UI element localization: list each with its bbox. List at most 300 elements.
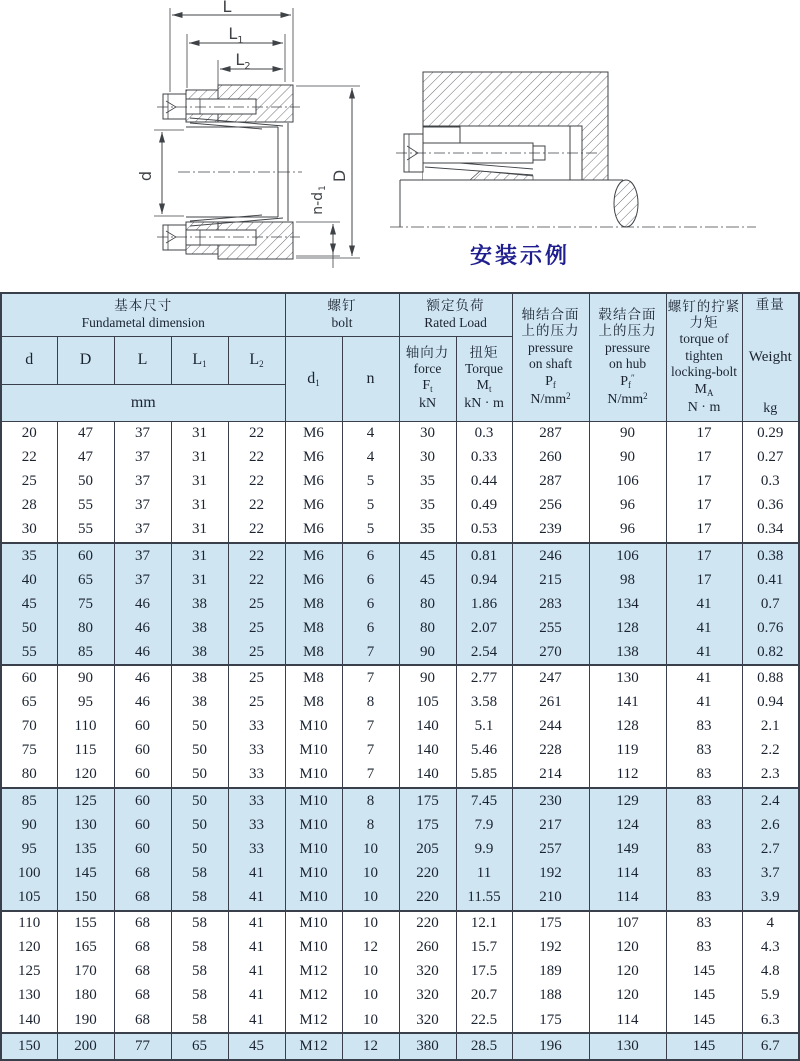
table-cell: 6 bbox=[342, 568, 399, 592]
table-cell: 41 bbox=[228, 1008, 285, 1033]
table-cell: 320 bbox=[399, 960, 456, 984]
table-cell: 0.76 bbox=[742, 616, 799, 640]
table-cell: 138 bbox=[589, 640, 666, 665]
table-cell: 120 bbox=[589, 936, 666, 960]
table-cell: 11.55 bbox=[456, 885, 512, 910]
table-cell: 214 bbox=[512, 763, 589, 788]
header-basic-dimension: 基本尺寸 Fundametal dimension bbox=[1, 293, 285, 336]
table-cell: 188 bbox=[512, 984, 589, 1008]
table-cell: 85 bbox=[1, 788, 57, 813]
table-cell: 7 bbox=[342, 715, 399, 739]
table-cell: 246 bbox=[512, 543, 589, 568]
table-cell: 7 bbox=[342, 763, 399, 788]
table-cell: 175 bbox=[512, 911, 589, 936]
table-cell: 20 bbox=[1, 421, 57, 446]
dim-label-L1: $L_1$ bbox=[228, 24, 244, 46]
table-cell: 4.8 bbox=[742, 960, 799, 984]
table-cell: 119 bbox=[589, 739, 666, 763]
table-cell: 22 bbox=[228, 543, 285, 568]
table-row bbox=[1, 885, 799, 910]
table-cell: 0.44 bbox=[456, 470, 512, 494]
table-cell: 41 bbox=[228, 984, 285, 1008]
table-cell: 125 bbox=[1, 960, 57, 984]
table-cell: 5 bbox=[342, 518, 399, 543]
table-cell: 68 bbox=[114, 960, 171, 984]
table-cell: 7 bbox=[342, 739, 399, 763]
table-cell: 46 bbox=[114, 616, 171, 640]
table-cell: 31 bbox=[171, 446, 228, 470]
table-cell: 150 bbox=[1, 1033, 57, 1060]
table-row bbox=[1, 421, 799, 446]
table-cell: M8 bbox=[285, 616, 342, 640]
table-row bbox=[1, 984, 799, 1008]
table-cell: 46 bbox=[114, 691, 171, 715]
table-cell: 85 bbox=[57, 640, 114, 665]
table-row bbox=[1, 1008, 799, 1033]
table-cell: 3.58 bbox=[456, 691, 512, 715]
table-cell: 45 bbox=[228, 1033, 285, 1060]
table-cell: 90 bbox=[589, 421, 666, 446]
table-cell: 17 bbox=[666, 543, 742, 568]
table-cell: 0.29 bbox=[742, 421, 799, 446]
table-cell: 256 bbox=[512, 494, 589, 518]
table-cell: M10 bbox=[285, 911, 342, 936]
table-cell: 58 bbox=[171, 885, 228, 910]
table-cell: 10 bbox=[342, 837, 399, 861]
table-cell: 68 bbox=[114, 984, 171, 1008]
table-row bbox=[1, 861, 799, 885]
table-cell: 38 bbox=[171, 665, 228, 690]
table-cell: 283 bbox=[512, 592, 589, 616]
table-cell: 4 bbox=[342, 421, 399, 446]
table-cell: M12 bbox=[285, 1008, 342, 1033]
table-cell: 115 bbox=[57, 739, 114, 763]
table-cell: 129 bbox=[589, 788, 666, 813]
table-cell: 7.9 bbox=[456, 813, 512, 837]
table-cell: 7.45 bbox=[456, 788, 512, 813]
table-cell: 0.7 bbox=[742, 592, 799, 616]
header-col-L: L bbox=[114, 336, 171, 384]
table-cell: 30 bbox=[399, 446, 456, 470]
table-cell: 40 bbox=[1, 568, 57, 592]
table-row bbox=[1, 960, 799, 984]
table-cell: 83 bbox=[666, 813, 742, 837]
table-cell: M12 bbox=[285, 1033, 342, 1060]
table-cell: 28 bbox=[1, 494, 57, 518]
table-cell: 75 bbox=[57, 592, 114, 616]
table-cell: 83 bbox=[666, 936, 742, 960]
header-rated-load: 额定负荷 Rated Load bbox=[399, 293, 512, 336]
table-cell: 287 bbox=[512, 421, 589, 446]
table-cell: 58 bbox=[171, 984, 228, 1008]
spec-table bbox=[0, 292, 800, 1061]
table-cell: 12 bbox=[342, 1033, 399, 1060]
table-cell: 83 bbox=[666, 715, 742, 739]
installation-example-drawing bbox=[390, 72, 756, 227]
table-cell: 65 bbox=[57, 568, 114, 592]
table-cell: 114 bbox=[589, 861, 666, 885]
table-cell: 68 bbox=[114, 911, 171, 936]
table-cell: 6 bbox=[342, 592, 399, 616]
table-cell: 98 bbox=[589, 568, 666, 592]
table-row bbox=[1, 543, 799, 568]
table-cell: 11 bbox=[456, 861, 512, 885]
table-cell: 41 bbox=[228, 885, 285, 910]
table-row bbox=[1, 494, 799, 518]
table-cell: 50 bbox=[171, 788, 228, 813]
table-cell: 30 bbox=[399, 421, 456, 446]
table-cell: 0.3 bbox=[456, 421, 512, 446]
table-cell: 70 bbox=[1, 715, 57, 739]
dim-label-nd1: $n-d_1$ bbox=[310, 185, 328, 215]
table-cell: 2.77 bbox=[456, 665, 512, 690]
table-cell: 220 bbox=[399, 861, 456, 885]
table-cell: M6 bbox=[285, 568, 342, 592]
table-cell: 45 bbox=[399, 543, 456, 568]
table-cell: 31 bbox=[171, 421, 228, 446]
table-cell: 0.27 bbox=[742, 446, 799, 470]
table-cell: 35 bbox=[399, 470, 456, 494]
table-cell: 30 bbox=[1, 518, 57, 543]
table-cell: 130 bbox=[589, 1033, 666, 1060]
table-cell: 192 bbox=[512, 861, 589, 885]
table-cell: 60 bbox=[57, 543, 114, 568]
table-cell: M6 bbox=[285, 518, 342, 543]
table-cell: 37 bbox=[114, 518, 171, 543]
table-row bbox=[1, 1033, 799, 1060]
table-cell: 0.49 bbox=[456, 494, 512, 518]
table-cell: 145 bbox=[57, 861, 114, 885]
table-cell: 175 bbox=[399, 813, 456, 837]
table-cell: 0.94 bbox=[456, 568, 512, 592]
table-cell: 130 bbox=[589, 665, 666, 690]
table-cell: 35 bbox=[399, 518, 456, 543]
table-cell: 28.5 bbox=[456, 1033, 512, 1060]
table-cell: 205 bbox=[399, 837, 456, 861]
table-row bbox=[1, 592, 799, 616]
table-cell: 220 bbox=[399, 911, 456, 936]
table-cell: 25 bbox=[1, 470, 57, 494]
table-cell: 120 bbox=[589, 984, 666, 1008]
table-cell: 58 bbox=[171, 1008, 228, 1033]
table-cell: 215 bbox=[512, 568, 589, 592]
table-cell: 4.3 bbox=[742, 936, 799, 960]
table-cell: 255 bbox=[512, 616, 589, 640]
table-cell: 120 bbox=[589, 960, 666, 984]
table-cell: 100 bbox=[1, 861, 57, 885]
header-weight: 重量 Weight kg bbox=[742, 293, 799, 421]
table-cell: 114 bbox=[589, 1008, 666, 1033]
table-cell: 2.2 bbox=[742, 739, 799, 763]
table-cell: 25 bbox=[228, 616, 285, 640]
table-cell: 270 bbox=[512, 640, 589, 665]
table-cell: M10 bbox=[285, 715, 342, 739]
table-row bbox=[1, 470, 799, 494]
table-cell: 9.9 bbox=[456, 837, 512, 861]
table-cell: 145 bbox=[666, 960, 742, 984]
table-cell: 45 bbox=[399, 568, 456, 592]
header-pressure-on-hub: 毂结合面 上的压力 pressure on hub $P_f''$ $N/mm^2$ bbox=[589, 293, 666, 421]
table-cell: 120 bbox=[1, 936, 57, 960]
table-cell: 10 bbox=[342, 911, 399, 936]
table-cell: M6 bbox=[285, 543, 342, 568]
table-cell: 140 bbox=[399, 763, 456, 788]
table-cell: 120 bbox=[57, 763, 114, 788]
table-cell: 145 bbox=[666, 984, 742, 1008]
table-cell: 50 bbox=[57, 470, 114, 494]
table-cell: 175 bbox=[399, 788, 456, 813]
table-cell: 41 bbox=[228, 911, 285, 936]
table-cell: 37 bbox=[114, 543, 171, 568]
table-cell: 25 bbox=[228, 640, 285, 665]
table-row bbox=[1, 446, 799, 470]
table-cell: 55 bbox=[57, 494, 114, 518]
table-cell: 45 bbox=[1, 592, 57, 616]
table-cell: 2.3 bbox=[742, 763, 799, 788]
table-cell: 7 bbox=[342, 640, 399, 665]
table-cell: 106 bbox=[589, 543, 666, 568]
table-cell: 96 bbox=[589, 518, 666, 543]
table-cell: 217 bbox=[512, 813, 589, 837]
table-cell: 239 bbox=[512, 518, 589, 543]
table-cell: 95 bbox=[57, 691, 114, 715]
table-cell: 5.85 bbox=[456, 763, 512, 788]
table-cell: 112 bbox=[589, 763, 666, 788]
table-cell: 6 bbox=[342, 616, 399, 640]
table-cell: 320 bbox=[399, 1008, 456, 1033]
table-cell: 4 bbox=[742, 911, 799, 936]
table-cell: 140 bbox=[399, 715, 456, 739]
header-col-d: d bbox=[1, 336, 57, 384]
table-cell: 0.36 bbox=[742, 494, 799, 518]
table-cell: 55 bbox=[57, 518, 114, 543]
spec-table-area bbox=[0, 292, 800, 1061]
table-cell: 41 bbox=[666, 691, 742, 715]
table-cell: 33 bbox=[228, 715, 285, 739]
table-cell: 145 bbox=[666, 1033, 742, 1060]
table-cell: 22 bbox=[228, 518, 285, 543]
table-row bbox=[1, 936, 799, 960]
table-cell: 0.53 bbox=[456, 518, 512, 543]
table-row bbox=[1, 691, 799, 715]
table-cell: 55 bbox=[1, 640, 57, 665]
table-cell: 80 bbox=[399, 616, 456, 640]
table-cell: 50 bbox=[171, 763, 228, 788]
table-row bbox=[1, 568, 799, 592]
table-cell: 22 bbox=[228, 421, 285, 446]
table-cell: 150 bbox=[57, 885, 114, 910]
table-cell: 33 bbox=[228, 837, 285, 861]
table-cell: 58 bbox=[171, 911, 228, 936]
table-cell: 3.7 bbox=[742, 861, 799, 885]
technical-drawings bbox=[0, 0, 800, 292]
table-cell: 3.9 bbox=[742, 885, 799, 910]
table-cell: 10 bbox=[342, 861, 399, 885]
table-cell: 75 bbox=[1, 739, 57, 763]
table-cell: 22.5 bbox=[456, 1008, 512, 1033]
table-cell: M10 bbox=[285, 885, 342, 910]
table-cell: 0.82 bbox=[742, 640, 799, 665]
table-row bbox=[1, 665, 799, 690]
table-row bbox=[1, 640, 799, 665]
table-cell: 247 bbox=[512, 665, 589, 690]
table-cell: 257 bbox=[512, 837, 589, 861]
table-cell: M10 bbox=[285, 788, 342, 813]
table-cell: 60 bbox=[114, 715, 171, 739]
table-cell: 6 bbox=[342, 543, 399, 568]
table-cell: 17 bbox=[666, 470, 742, 494]
header-col-L2: $L_2$ bbox=[228, 336, 285, 384]
table-cell: 37 bbox=[114, 494, 171, 518]
table-cell: M10 bbox=[285, 861, 342, 885]
table-cell: 5.46 bbox=[456, 739, 512, 763]
table-cell: 170 bbox=[57, 960, 114, 984]
table-cell: M12 bbox=[285, 960, 342, 984]
table-cell: 35 bbox=[399, 494, 456, 518]
table-cell: 0.34 bbox=[742, 518, 799, 543]
table-cell: 83 bbox=[666, 837, 742, 861]
table-cell: 2.1 bbox=[742, 715, 799, 739]
table-row bbox=[1, 518, 799, 543]
table-cell: 38 bbox=[171, 592, 228, 616]
table-cell: 38 bbox=[171, 616, 228, 640]
table-cell: 60 bbox=[114, 763, 171, 788]
table-row bbox=[1, 715, 799, 739]
table-cell: 134 bbox=[589, 592, 666, 616]
table-cell: 41 bbox=[666, 640, 742, 665]
table-cell: 192 bbox=[512, 936, 589, 960]
left-section-drawing bbox=[154, 8, 360, 268]
table-cell: 12.1 bbox=[456, 911, 512, 936]
table-cell: 220 bbox=[399, 885, 456, 910]
table-cell: 50 bbox=[171, 813, 228, 837]
table-cell: 105 bbox=[1, 885, 57, 910]
table-cell: 200 bbox=[57, 1033, 114, 1060]
table-cell: 41 bbox=[666, 592, 742, 616]
table-cell: 83 bbox=[666, 911, 742, 936]
table-cell: 10 bbox=[342, 885, 399, 910]
table-cell: M6 bbox=[285, 446, 342, 470]
table-cell: 38 bbox=[171, 691, 228, 715]
table-cell: M8 bbox=[285, 665, 342, 690]
table-cell: 17 bbox=[666, 421, 742, 446]
table-cell: 33 bbox=[228, 813, 285, 837]
table-cell: 20.7 bbox=[456, 984, 512, 1008]
table-cell: M10 bbox=[285, 763, 342, 788]
table-cell: 80 bbox=[1, 763, 57, 788]
table-cell: 17 bbox=[666, 446, 742, 470]
table-cell: 41 bbox=[666, 665, 742, 690]
table-cell: 68 bbox=[114, 861, 171, 885]
table-cell: 180 bbox=[57, 984, 114, 1008]
table-cell: 7 bbox=[342, 665, 399, 690]
table-row bbox=[1, 763, 799, 788]
table-cell: 210 bbox=[512, 885, 589, 910]
table-cell: 140 bbox=[1, 1008, 57, 1033]
header-col-n: n bbox=[342, 336, 399, 421]
table-cell: 22 bbox=[228, 470, 285, 494]
table-cell: 2.07 bbox=[456, 616, 512, 640]
table-row bbox=[1, 616, 799, 640]
dim-label-D: D bbox=[330, 169, 349, 183]
header-col-L1: $L_1$ bbox=[171, 336, 228, 384]
table-cell: M10 bbox=[285, 813, 342, 837]
table-cell: 5.9 bbox=[742, 984, 799, 1008]
table-cell: 0.88 bbox=[742, 665, 799, 690]
table-cell: 90 bbox=[57, 665, 114, 690]
table-cell: 37 bbox=[114, 446, 171, 470]
table-cell: 0.94 bbox=[742, 691, 799, 715]
table-cell: 4 bbox=[342, 446, 399, 470]
table-cell: M6 bbox=[285, 494, 342, 518]
table-cell: 15.7 bbox=[456, 936, 512, 960]
table-cell: 128 bbox=[589, 616, 666, 640]
table-cell: 83 bbox=[666, 861, 742, 885]
table-cell: 2.6 bbox=[742, 813, 799, 837]
table-cell: 90 bbox=[399, 640, 456, 665]
table-cell: 17 bbox=[666, 568, 742, 592]
table-cell: 196 bbox=[512, 1033, 589, 1060]
dim-label-L2: $L_2$ bbox=[235, 50, 251, 72]
table-body bbox=[1, 421, 799, 1060]
table-cell: 90 bbox=[399, 665, 456, 690]
table-cell: 46 bbox=[114, 665, 171, 690]
table-cell: 22 bbox=[228, 446, 285, 470]
table-cell: 65 bbox=[1, 691, 57, 715]
table-cell: 0.41 bbox=[742, 568, 799, 592]
table-cell: 130 bbox=[57, 813, 114, 837]
header-torque: 扭矩 Torque $M_t$ kN · m bbox=[456, 336, 512, 421]
table-cell: M10 bbox=[285, 837, 342, 861]
table-cell: 6.3 bbox=[742, 1008, 799, 1033]
table-row bbox=[1, 813, 799, 837]
table-cell: 68 bbox=[114, 936, 171, 960]
table-cell: 125 bbox=[57, 788, 114, 813]
table-cell: 41 bbox=[228, 936, 285, 960]
table-cell: 107 bbox=[589, 911, 666, 936]
table-cell: 260 bbox=[512, 446, 589, 470]
table-cell: 10 bbox=[342, 1008, 399, 1033]
table-cell: 155 bbox=[57, 911, 114, 936]
table-row bbox=[1, 837, 799, 861]
table-cell: 58 bbox=[171, 936, 228, 960]
table-cell: 50 bbox=[171, 715, 228, 739]
table-cell: 35 bbox=[1, 543, 57, 568]
table-cell: 41 bbox=[666, 616, 742, 640]
table-cell: 0.38 bbox=[742, 543, 799, 568]
table-cell: 37 bbox=[114, 470, 171, 494]
installation-example-caption: 安装示例 bbox=[469, 244, 571, 269]
table-cell: 124 bbox=[589, 813, 666, 837]
table-cell: 189 bbox=[512, 960, 589, 984]
table-row bbox=[1, 911, 799, 936]
table-cell: 380 bbox=[399, 1033, 456, 1060]
table-cell: 50 bbox=[1, 616, 57, 640]
table-cell: 22 bbox=[228, 568, 285, 592]
table-cell: 33 bbox=[228, 788, 285, 813]
table-cell: 50 bbox=[171, 837, 228, 861]
spec-table-header bbox=[1, 293, 799, 421]
table-cell: 33 bbox=[228, 763, 285, 788]
table-cell: 1.86 bbox=[456, 592, 512, 616]
dim-label-L: L bbox=[222, 0, 232, 16]
table-cell: 68 bbox=[114, 885, 171, 910]
table-cell: 320 bbox=[399, 984, 456, 1008]
drawings-svg bbox=[0, 0, 800, 292]
table-cell: 106 bbox=[589, 470, 666, 494]
header-pressure-on-shaft: 轴结合面 上的压力 pressure on shaft $P_f$ $N/mm^2$ bbox=[512, 293, 589, 421]
table-cell: 25 bbox=[228, 665, 285, 690]
